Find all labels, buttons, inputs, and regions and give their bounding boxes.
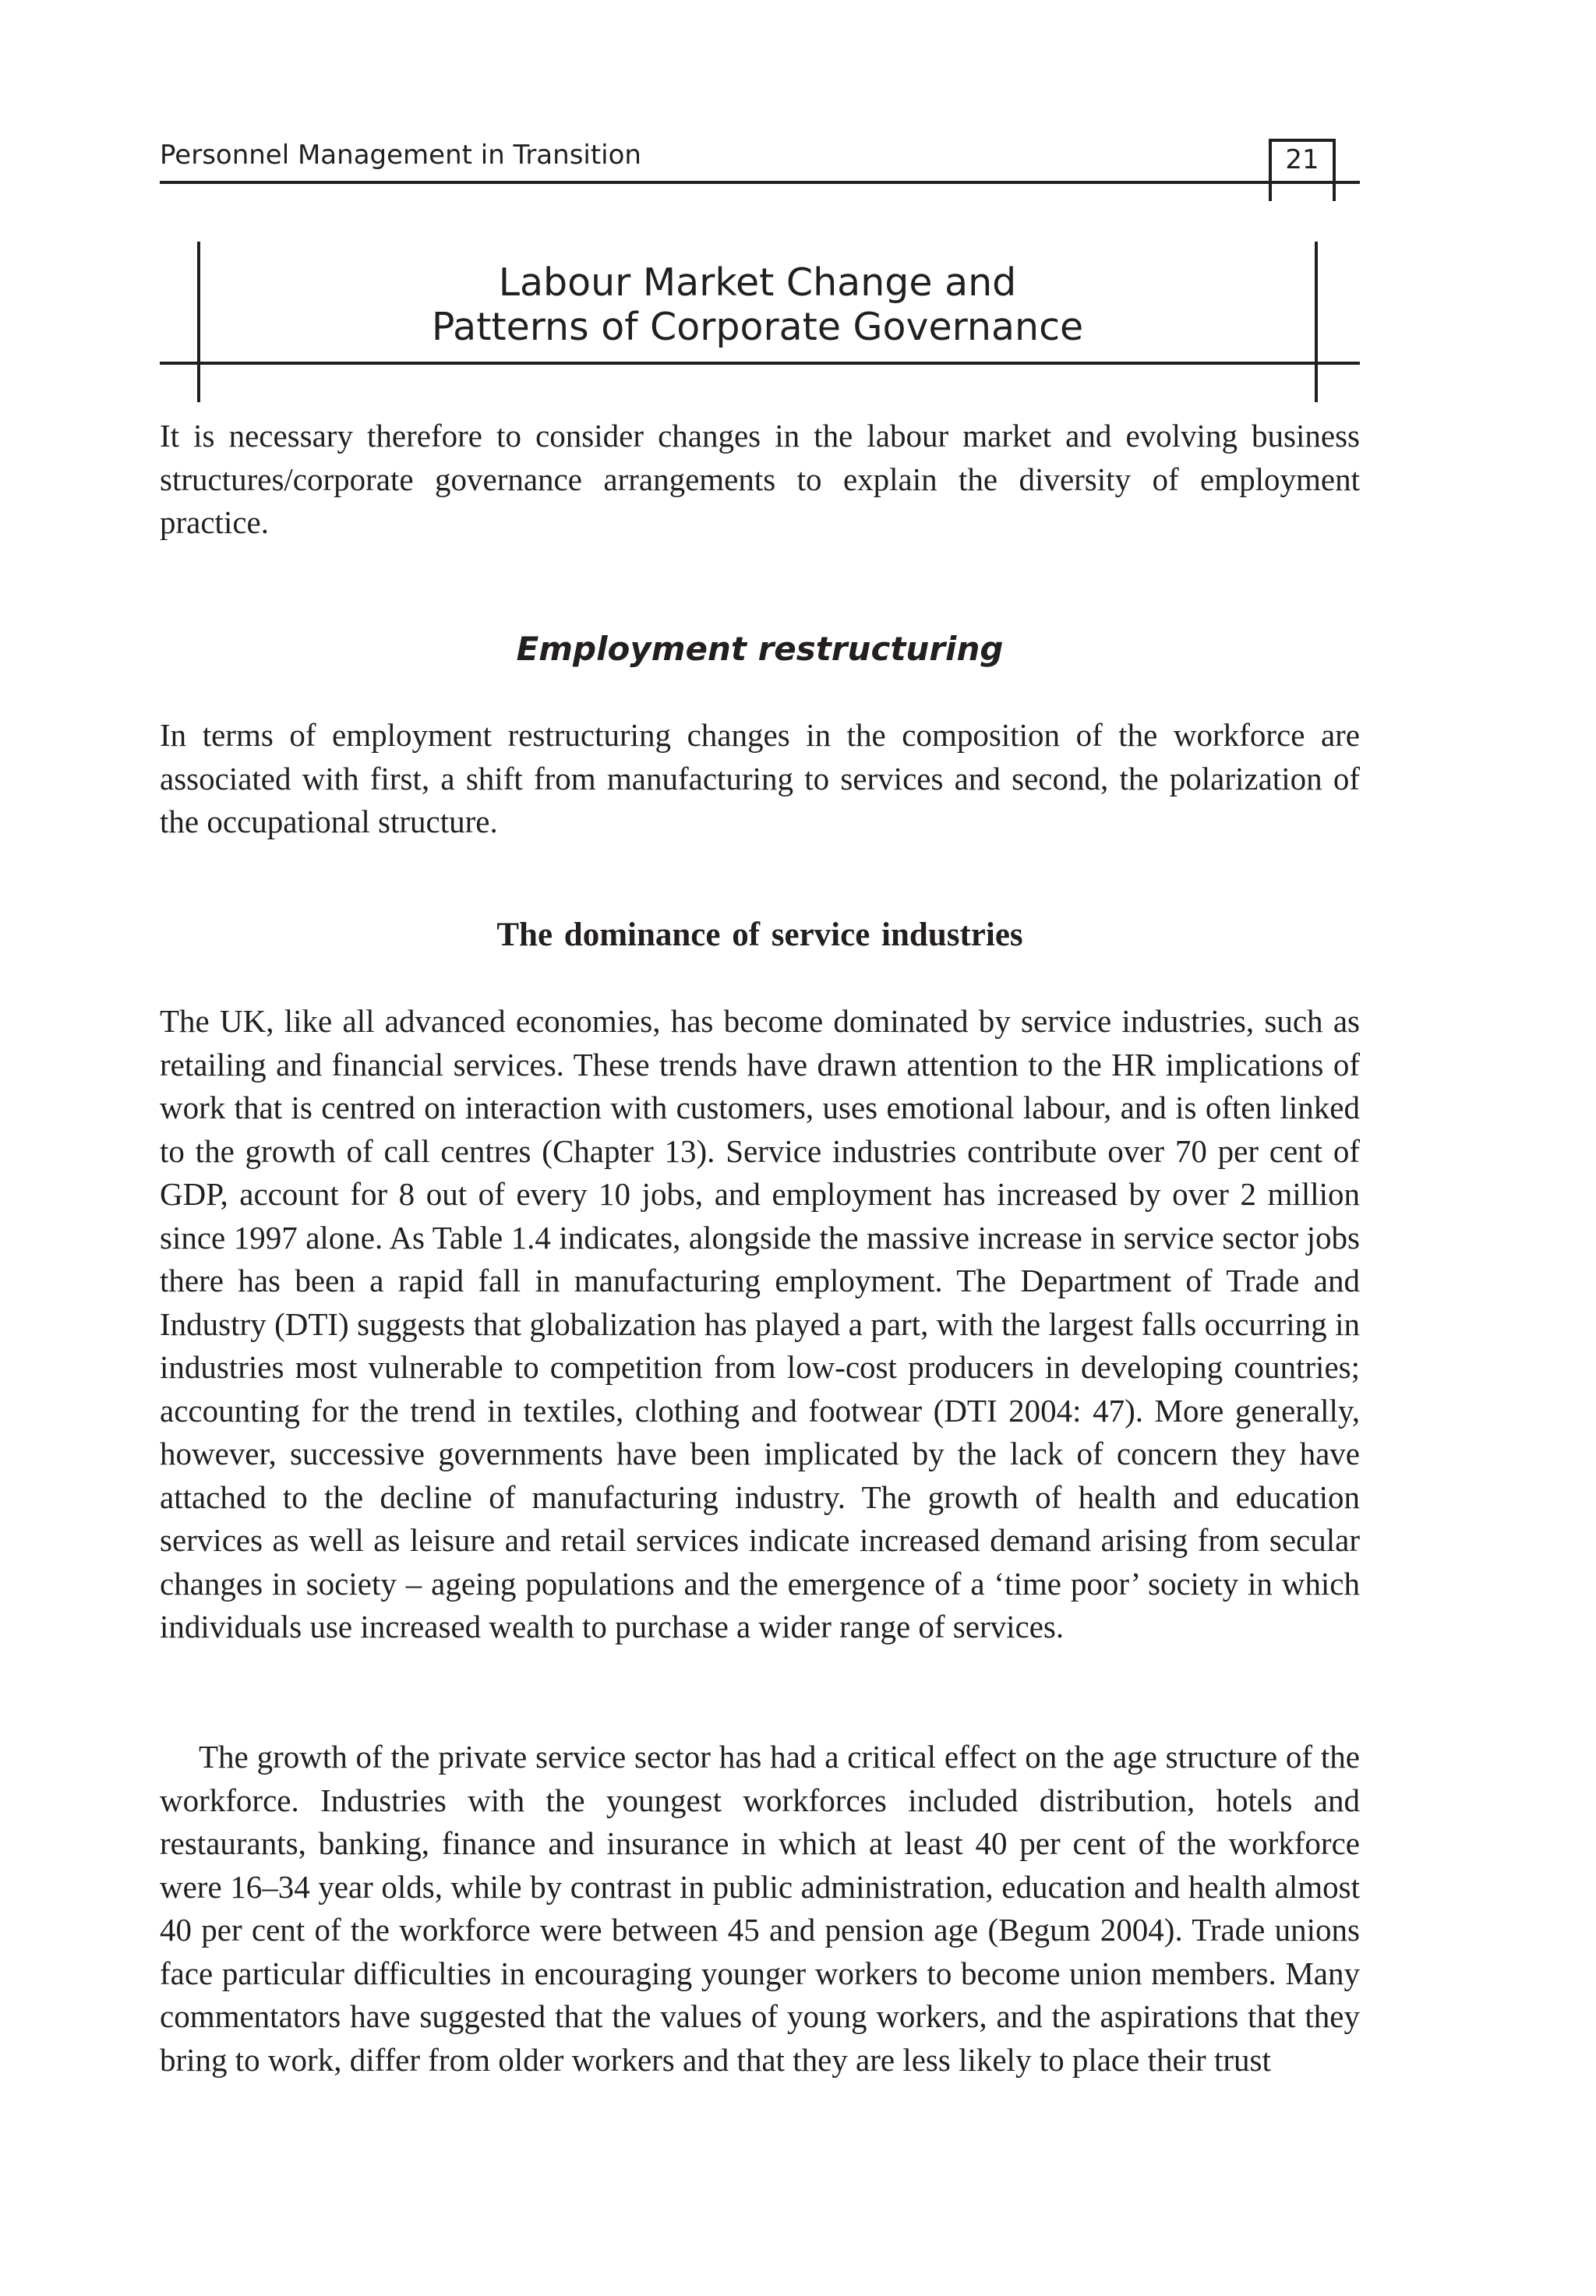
frame-right-rule — [1315, 242, 1318, 402]
section-title — [200, 260, 1315, 349]
section-title-line-2: Patterns of Corporate Governance — [431, 305, 1084, 349]
heading-dominance-of-service-industries: The dominance of service industries — [496, 917, 1023, 953]
header-rule — [160, 181, 1360, 184]
frame-bottom-rule — [160, 362, 1360, 365]
section-title-line-1: Labour Market Change and — [498, 260, 1017, 305]
service-paragraph-2: The growth of the private service sector has had a critical effect on the age structure of the workforce. Industries with the youngest workforces included distribution, hotels and restaurants, banking, finance and insurance in which at least 40 per cent of the workforce were 16–34 year olds, while by contrast in public administration, education and health almost 40 per cent of the workforce were between 45 and pension age (Begum 2004). Trade unions face particular difficulties in encouraging younger workers to become union members. Many commentators have suggested that the values of young workers, and the aspirations that they bring to work, differ from older workers and that they are less likely to place their trust — [160, 1739, 1360, 2078]
section-title-frame — [160, 242, 1360, 402]
running-title: Personnel Management in Transition — [160, 140, 641, 171]
page-number: 21 — [1285, 144, 1319, 175]
running-header — [160, 139, 1360, 185]
service-paragraph-1: The UK, like all advanced economies, has become dominated by service industries, such as retailing and financial services. These trends have drawn attention to the HR implications of work that is centred on interaction with customers, uses emotional labour, and is often linked to the growth of call centres (Chapter 13). Service industries contribute over 70 per cent of GDP, account for 8 out of every 10 jobs, and employment has increased by over 2 million since 1997 alone. As Table 1.4 indicates, alongside the massive increase in service sector jobs there has been a rapid fall in manufacturing employment. The Department of Trade and Industry (DTI) suggests that globalization has played a part, with the largest falls occurring in industries most vulnerable to competition from low-cost producers in developing countries; accounting for the trend in textiles, clothing and footwear (DTI 2004: 47). More generally, however, successive governments have been implicated by the lack of concern they have attached to the decline of manufacturing industry. The growth of health and education services as well as leisure and retail services indicate increased demand arising from secular changes in society – ageing populations and the emergence of a ‘time poor’ society in which individuals use increased wealth to purchase a wider range of services. — [160, 1003, 1360, 1644]
heading-employment-restructuring: Employment restructuring — [516, 630, 1004, 668]
page-number-box — [1269, 139, 1336, 201]
employment-restructuring-paragraph: In terms of employment restructuring changes in the composition of the workforce are associated with first, a shift from manufacturing to services and second, the polarization of the occupational structure. — [160, 717, 1360, 839]
intro-paragraph: It is necessary therefore to consider changes in the labour market and evolving business structures/corporate governance arrangements to explain the diversity of employment practice. — [160, 418, 1360, 540]
